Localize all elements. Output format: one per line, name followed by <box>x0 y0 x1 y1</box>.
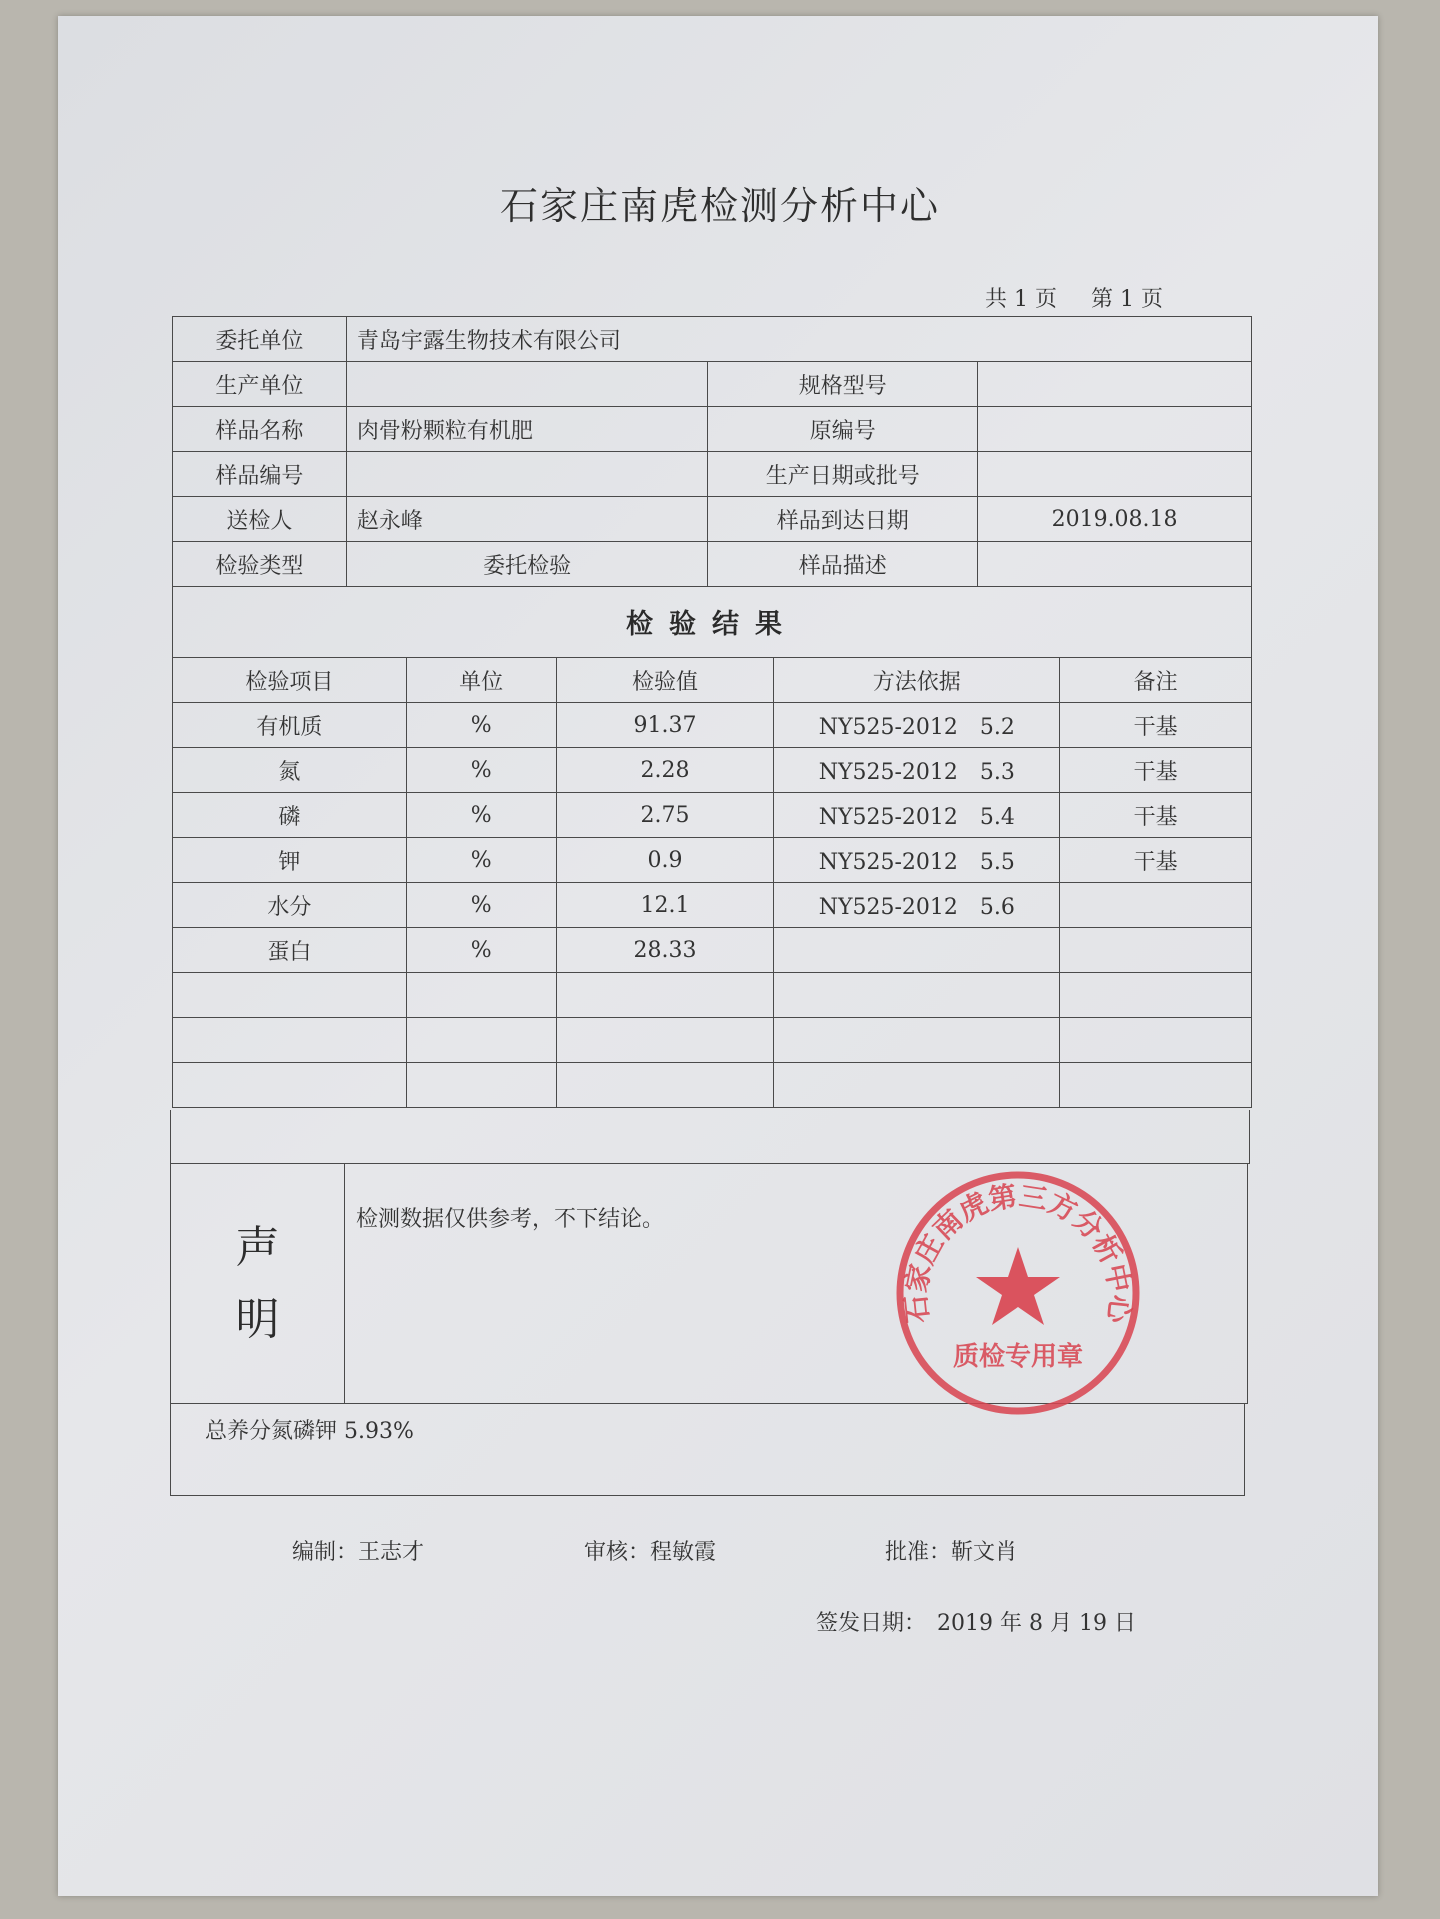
results-title: 检验结果 <box>172 585 1252 657</box>
spec-label: 规格型号 <box>708 362 978 407</box>
table-row <box>173 883 1252 928</box>
item-cell: 钾 <box>173 838 407 883</box>
desc-value <box>978 542 1252 587</box>
value-cell: 2.28 <box>556 748 774 793</box>
value-cell: 2.75 <box>556 793 774 838</box>
value-cell: 12.1 <box>556 883 774 928</box>
type-value: 委托检验 <box>346 542 708 587</box>
client-label: 委托单位 <box>173 317 347 362</box>
remark-cell: 干基 <box>1060 838 1252 883</box>
batch-value <box>978 452 1252 497</box>
seal-center-text: 质检专用章 <box>952 1342 1084 1372</box>
official-seal-stamp <box>890 1165 1146 1421</box>
declaration-label-1: 声 <box>235 1221 280 1273</box>
compiler-signature: 编制：王志才 <box>292 1540 425 1565</box>
arrival-label: 样品到达日期 <box>708 497 978 542</box>
results-table <box>172 657 1252 1108</box>
remark-cell: 干基 <box>1060 793 1252 838</box>
empty-row <box>173 1018 1252 1063</box>
empty-row <box>173 973 1252 1018</box>
method-cell: NY525-2012 5.3 <box>774 748 1060 793</box>
header-method: 方法依据 <box>774 658 1060 703</box>
results-header-row <box>173 658 1252 703</box>
total-npk-text: 总养分氮磷钾 5.93% <box>205 1419 414 1444</box>
declaration-label-2: 明 <box>235 1293 280 1345</box>
unit-cell: % <box>406 928 556 973</box>
value-cell: 0.9 <box>556 838 774 883</box>
table-row <box>173 703 1252 748</box>
sample-name-label: 样品名称 <box>173 407 347 452</box>
producer-value <box>346 362 708 407</box>
batch-label: 生产日期或批号 <box>708 452 978 497</box>
item-cell: 磷 <box>173 793 407 838</box>
table-row <box>173 928 1252 973</box>
unit-cell: % <box>406 748 556 793</box>
declaration-label <box>171 1164 345 1403</box>
unit-cell: % <box>406 838 556 883</box>
client-value: 青岛宇露生物技术有限公司 <box>346 317 1251 362</box>
sender-value: 赵永峰 <box>346 497 708 542</box>
method-cell: NY525-2012 5.4 <box>774 793 1060 838</box>
sample-no-label: 样品编号 <box>173 452 347 497</box>
star-icon <box>976 1247 1060 1325</box>
method-cell <box>774 928 1060 973</box>
producer-label: 生产单位 <box>173 362 347 407</box>
item-cell: 有机质 <box>173 703 407 748</box>
header-unit: 单位 <box>406 658 556 703</box>
page-count <box>985 282 1197 313</box>
arrival-value: 2019.08.18 <box>978 497 1252 542</box>
remark-cell: 干基 <box>1060 703 1252 748</box>
sample-info-table <box>172 316 1252 587</box>
original-no-value <box>978 407 1252 452</box>
value-cell: 28.33 <box>556 928 774 973</box>
sample-no-value <box>346 452 708 497</box>
item-cell: 水分 <box>173 883 407 928</box>
remark-cell: 干基 <box>1060 748 1252 793</box>
sample-name-value: 肉骨粉颗粒有机肥 <box>346 407 708 452</box>
item-cell: 蛋白 <box>173 928 407 973</box>
value-cell: 91.37 <box>556 703 774 748</box>
method-cell: NY525-2012 5.2 <box>774 703 1060 748</box>
unit-cell: % <box>406 883 556 928</box>
declaration-text: 检测数据仅供参考，不下结论。 <box>356 1207 665 1232</box>
header-remark: 备注 <box>1060 658 1252 703</box>
unit-cell: % <box>406 703 556 748</box>
reviewer-signature: 审核：程敏霞 <box>584 1540 717 1565</box>
header-value: 检验值 <box>556 658 774 703</box>
remark-cell <box>1060 883 1252 928</box>
table-row <box>173 838 1252 883</box>
seal-ring-text: 石家庄南虎第三方分析中心 <box>899 1179 1137 1325</box>
table-row <box>173 748 1252 793</box>
issue-date: 签发日期： 2019 年 8 月 19 日 <box>816 1611 1136 1636</box>
header-item: 检验项目 <box>173 658 407 703</box>
page-total: 共 1 页 <box>985 287 1057 312</box>
method-cell: NY525-2012 5.5 <box>774 838 1060 883</box>
desc-label: 样品描述 <box>708 542 978 587</box>
total-npk-box <box>170 1404 1245 1496</box>
approver-signature: 批准：靳文肖 <box>885 1540 1018 1565</box>
type-label: 检验类型 <box>173 542 347 587</box>
blank-row <box>170 1110 1250 1164</box>
page-current: 第 1 页 <box>1090 287 1163 312</box>
sender-label: 送检人 <box>173 497 347 542</box>
remark-cell <box>1060 928 1252 973</box>
page-title: 石家庄南虎检测分析中心 <box>499 184 940 228</box>
empty-row <box>173 1063 1252 1108</box>
method-cell: NY525-2012 5.6 <box>774 883 1060 928</box>
original-no-label: 原编号 <box>708 407 978 452</box>
unit-cell: % <box>406 793 556 838</box>
table-row <box>173 793 1252 838</box>
spec-value <box>978 362 1252 407</box>
item-cell: 氮 <box>173 748 407 793</box>
